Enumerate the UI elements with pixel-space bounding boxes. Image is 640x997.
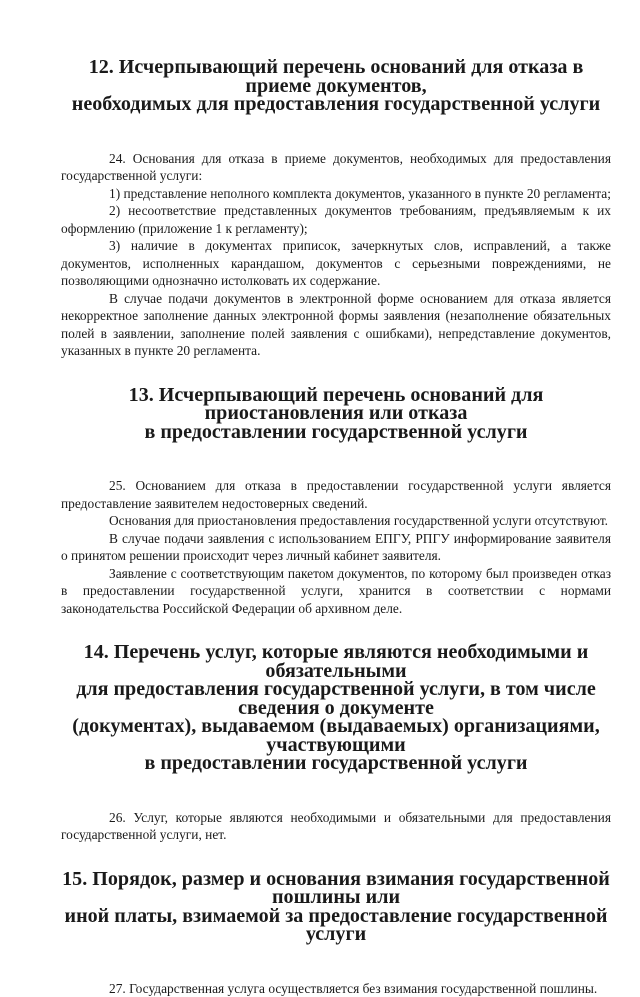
paragraph: 1) представление неполного комплекта документов, указанного в пункте 20 регламента; [61,185,611,203]
paragraph: В случае подачи заявления с использованием ЕПГУ, РПГУ информирование заявителя о принятом решении происходит через личный кабинет заявителя. [61,530,611,565]
section-heading: 13. Исчерпывающий перечень оснований для приостановления или отказа в предоставлении государственной услуги [61,386,611,442]
section-heading: 15. Порядок, размер и основания взимания государственной пошлины или иной платы, взимаемой за предоставление государственной услуги [61,870,611,944]
paragraph: 27. Государственная услуга осуществляется без взимания государственной пошлины. [61,980,611,997]
section-12 [61,58,611,360]
section-14 [61,643,611,844]
paragraph: 26. Услуг, которые являются необходимыми и обязательными для предоставления государственной услуги, нет. [61,809,611,844]
paragraph: Основания для приостановления предоставления государственной услуги отсутствуют. [61,512,611,530]
paragraph: 25. Основанием для отказа в предоставлении государственной услуги является предоставление заявителем недостоверных сведений. [61,477,611,512]
paragraph: Заявление с соответствующим пакетом документов, по которому был произведен отказ в предоставлении государственной услуги, хранится в соответствии с нормами законодательства Российской Федерации об архивном деле. [61,565,611,618]
section-15 [61,870,611,997]
section-heading: 14. Перечень услуг, которые являются необходимыми и обязательными для предоставления государственной услуги, в том числе сведения о документе (документах), выдаваемом (выдаваемых) организациями, участвующими в предоставлении государственной услуги [61,643,611,773]
paragraph: 24. Основания для отказа в приеме документов, необходимых для предоставления государственной услуги: [61,150,611,185]
paragraph: 3) наличие в документах приписок, зачеркнутых слов, исправлений, а также документов, исполненных карандашом, документов с серьезными повреждениями, не позволяющими однозначно истолковать их содержание. [61,237,611,290]
section-heading: 12. Исчерпывающий перечень оснований для отказа в приеме документов, необходимых для предоставления государственной услуги [61,58,611,114]
paragraph: В случае подачи документов в электронной форме основанием для отказа является некорректное заполнение данных электронной формы заявления (незаполнение обязательных полей в заявлении, заполнение полей заявления с ошибками), непредставление документов, указанных в пункте 20 регламента. [61,290,611,360]
paragraph: 2) несоответствие представленных документов требованиям, предъявляемым к их оформлению (приложение 1 к регламенту); [61,202,611,237]
section-13 [61,386,611,618]
